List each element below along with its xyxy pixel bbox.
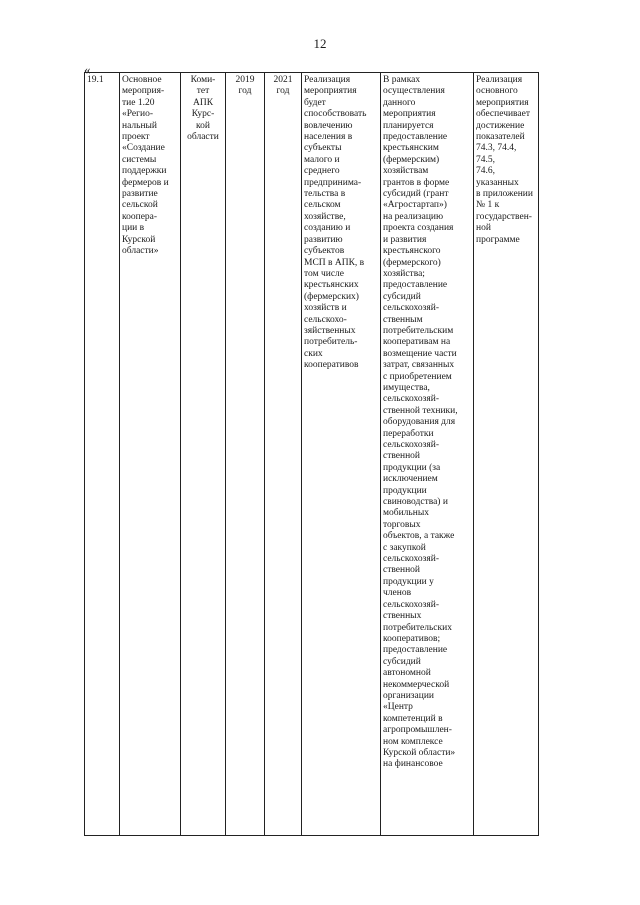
table-row [85,73,539,836]
program-table [84,72,539,836]
cell-start-year [226,73,265,836]
cell-end-year [265,73,302,836]
expected-result: Реализация мероприятия будет способствовать вовлечению населения в субъекты малого и среднего предпринима- тельства в сельском хозяйстве, созданию и развитию субъектов МСП в АПК, в том числе крестьянских (фермерских) хозяйств и сельскохо- зяйственных потребитель- ских кооперативов [304,75,367,371]
row-number: 19.1 [87,75,104,85]
cell-executor [181,73,226,836]
measure-name: Основное мероприя- тие 1.20 «Регио- нальный проект «Создание системы поддержки фермеров и развитие сельской коопера- ции в Курской области» [122,75,169,257]
end-year: 2021 год [273,75,293,97]
cell-expected-result [302,73,381,836]
opening-quote: « [84,62,91,77]
indicator-relation: Реализация основного мероприятия обеспечивает достижение показателей 74.3, 74.4, 74.5, 74.6, указанных в приложении № 1 к государствен- ной программе [476,75,533,245]
cell-measure [120,73,181,836]
cell-relation [474,73,539,836]
page-number: 12 [313,36,327,51]
executor: Коми- тет АПК Курс- кой области [187,75,219,143]
start-year: 2019 год [235,75,255,97]
cell-content [381,73,474,836]
measure-content: В рамках осуществления данного мероприятия планируется предоставление крестьянским (фермерским) хозяйствам грантов в форме субсидий (грант «Агростартап») на реализацию проекта создания и развития крестьянского (фермерского) хозяйства; предоставление субсидий сельскохозяй- ственным потребительским кооперативам на возмещение части затрат, связанных с приобретением имущества, сельскохозяй- ственной техники, оборудования для переработки сельскохозяй- ственной продукции (за исключением продукции свиноводства) и мобильных торговых объектов, а также с закупкой сельскохозяй- ственной продукции у членов сельскохозяй- ственных потребительских кооперативов; предоставление субсидий автономной некоммерческой организации «Центр компетенций в агропромышлен- ном комплексе Курской области» на финансовое [383,75,458,770]
cell-number [85,73,120,836]
